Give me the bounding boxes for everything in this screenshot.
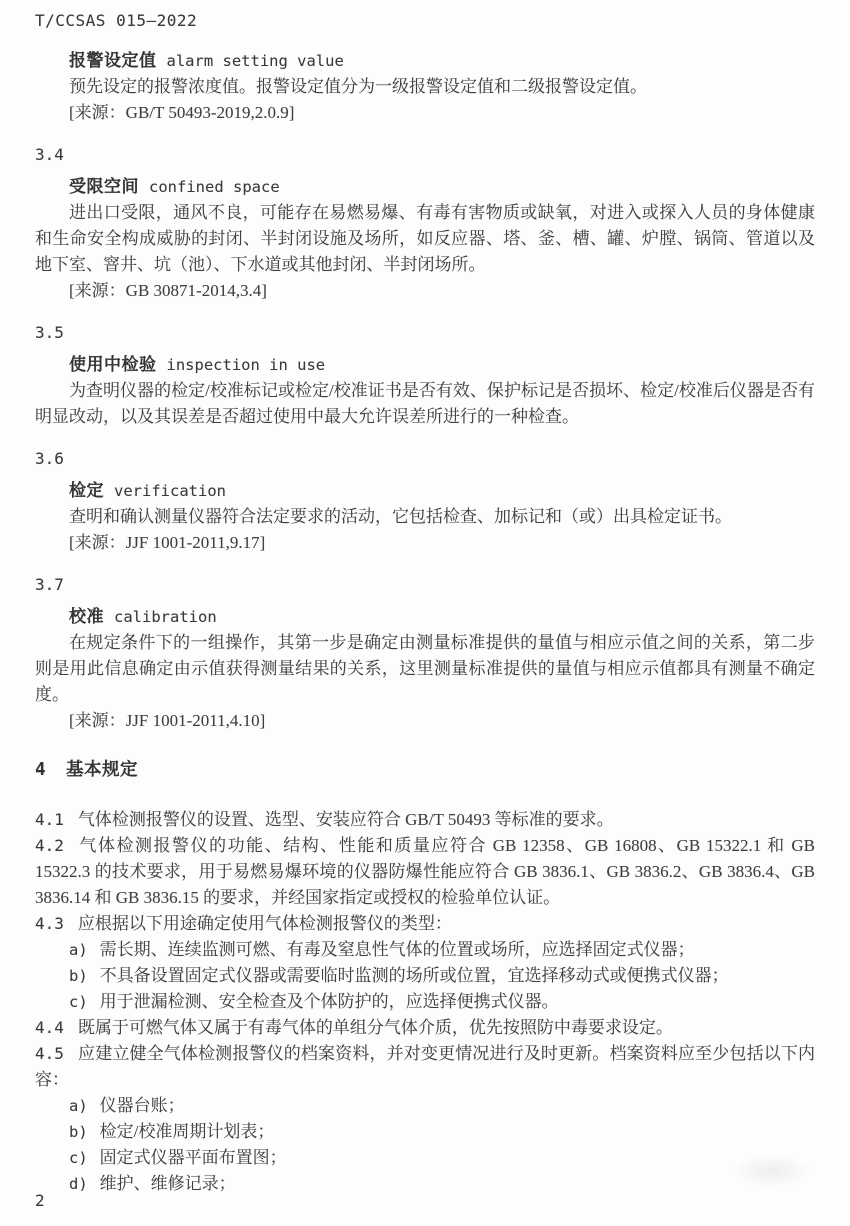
clause-number: 3.5 xyxy=(35,323,64,342)
standard-number-header: T/CCSAS 015—2022 xyxy=(35,11,198,30)
clause-4-5-item-c xyxy=(35,1145,815,1171)
term-zh: 使用中检验 xyxy=(69,355,157,374)
clause-4-3-item-b xyxy=(35,963,815,989)
clause-text: 气体检测报警仪的设置、选型、安装应符合 GB/T 50493 等标准的要求。 xyxy=(77,810,614,829)
chapter-title: 基本规定 xyxy=(66,759,139,779)
term-en: calibration xyxy=(114,608,217,626)
term-definition: 进出口受限，通风不良，可能存在易燃易爆、有毒有害物质或缺氧，对进入或探入人员的身体健康和生命安全构成威胁的封闭、半封闭设施及场所，如反应器、塔、釜、槽、罐、炉膛、锅筒、管道以及地下室、窨井、坑（池）、下水道或其他封闭、半封闭场所。 xyxy=(35,203,815,274)
clause-4-5-item-b xyxy=(35,1119,815,1145)
item-text: 维护、维修记录； xyxy=(99,1174,236,1193)
term-zh: 报警设定值 xyxy=(69,51,157,70)
clause-4-1 xyxy=(35,807,815,833)
item-label: b) xyxy=(69,967,88,985)
item-label: b) xyxy=(69,1123,88,1141)
term-source: [来源：JJF 1001-2011,4.10] xyxy=(69,711,266,730)
term-en: verification xyxy=(114,482,226,500)
term-block-confined-space xyxy=(35,142,815,304)
item-text: 仪器台账； xyxy=(99,1096,185,1115)
item-text: 需长期、连续监测可燃、有毒及窒息性气体的位置或场所，应选择固定式仪器； xyxy=(99,940,695,959)
item-label: d) xyxy=(69,1175,88,1193)
term-zh: 校准 xyxy=(69,607,104,626)
term-definition: 预先设定的报警浓度值。报警设定值分为一级报警设定值和二级报警设定值。 xyxy=(69,77,647,96)
clause-number: 4.1 xyxy=(35,810,64,829)
term-en: inspection in use xyxy=(166,356,326,374)
term-heading xyxy=(35,352,815,378)
clause-number: 4.4 xyxy=(35,1018,64,1037)
clause-number: 3.4 xyxy=(35,145,64,164)
item-text: 用于泄漏检测、安全检查及个体防护的，应选择便携式仪器。 xyxy=(99,992,559,1011)
item-label: c) xyxy=(69,993,88,1011)
term-source: [来源：JJF 1001-2011,9.17] xyxy=(69,533,266,552)
term-block-inspection-in-use xyxy=(35,320,815,430)
term-zh: 检定 xyxy=(69,481,104,500)
chapter-heading xyxy=(35,756,815,783)
page-number: 2 xyxy=(35,1191,45,1210)
clause-4-3 xyxy=(35,911,815,937)
clause-number: 4.5 xyxy=(35,1044,64,1063)
chapter-number: 4 xyxy=(35,760,47,780)
clause-text: 既属于可燃气体又属于有毒气体的单组分气体介质，优先按照防中毒要求设定。 xyxy=(77,1018,673,1037)
term-en: alarm setting value xyxy=(166,52,344,70)
term-block-calibration xyxy=(35,572,815,734)
clause-4-5-item-d xyxy=(35,1171,815,1197)
term-definition: 在规定条件下的一组操作，其第一步是确定由测量标准提供的量值与相应示值之间的关系，第二步则是用此信息确定由示值获得测量结果的关系，这里测量标准提供的量值与相应示值都具有测量不确定度。 xyxy=(35,633,815,704)
item-label: a) xyxy=(69,941,88,959)
clause-4-5-item-a xyxy=(35,1093,815,1119)
item-text: 固定式仪器平面布置图； xyxy=(99,1148,287,1167)
term-heading xyxy=(35,478,815,504)
term-block-verification xyxy=(35,446,815,556)
term-source: [来源：GB/T 50493-2019,2.0.9] xyxy=(69,103,295,122)
term-heading xyxy=(35,48,815,74)
term-zh: 受限空间 xyxy=(69,177,139,196)
clause-number: 4.2 xyxy=(35,836,64,855)
clause-text: 应建立健全气体检测报警仪的档案资料，并对变更情况进行及时更新。档案资料应至少包括以下内容： xyxy=(35,1044,815,1089)
term-definition: 为查明仪器的检定/校准标记或检定/校准证书是否有效、保护标记是否损坏、检定/校准后仪器是否有明显改动，以及其误差是否超过使用中最大允许误差所进行的一种检查。 xyxy=(35,381,815,426)
clause-4-4 xyxy=(35,1015,815,1041)
term-heading xyxy=(35,604,815,630)
clause-number: 4.3 xyxy=(35,914,64,933)
term-heading xyxy=(35,174,815,200)
term-definition: 查明和确认测量仪器符合法定要求的活动，它包括检查、加标记和（或）出具检定证书。 xyxy=(69,507,732,526)
clause-4-5 xyxy=(35,1041,815,1093)
term-en: confined space xyxy=(149,178,280,196)
clause-4-3-item-c xyxy=(35,989,815,1015)
clause-text: 应根据以下用途确定使用气体检测报警仪的类型： xyxy=(77,914,452,933)
item-label: c) xyxy=(69,1149,88,1167)
clause-4-3-item-a xyxy=(35,937,815,963)
clause-text: 气体检测报警仪的功能、结构、性能和质量应符合 GB 12358、GB 16808、GB 15322.1 和 GB 15322.3 的技术要求，用于易燃易爆环境的仪器防爆性能应符合 GB 3836.1、GB 3836.2、GB 3836.4、GB 3836.14 和 GB 3836.15 的要求，并经国家指定或授权的检验单位认证。 xyxy=(35,836,815,907)
item-label: a) xyxy=(69,1097,88,1115)
item-text: 检定/校准周期计划表； xyxy=(99,1122,275,1141)
term-block-alarm-setting-value xyxy=(35,48,815,126)
item-text: 不具备设置固定式仪器或需要临时监测的场所或位置，宜选择移动式或便携式仪器； xyxy=(99,966,729,985)
clause-number: 3.7 xyxy=(35,575,64,594)
term-source: [来源：GB 30871-2014,3.4] xyxy=(69,281,267,300)
clause-number: 3.6 xyxy=(35,449,64,468)
clause-4-2 xyxy=(35,833,815,911)
